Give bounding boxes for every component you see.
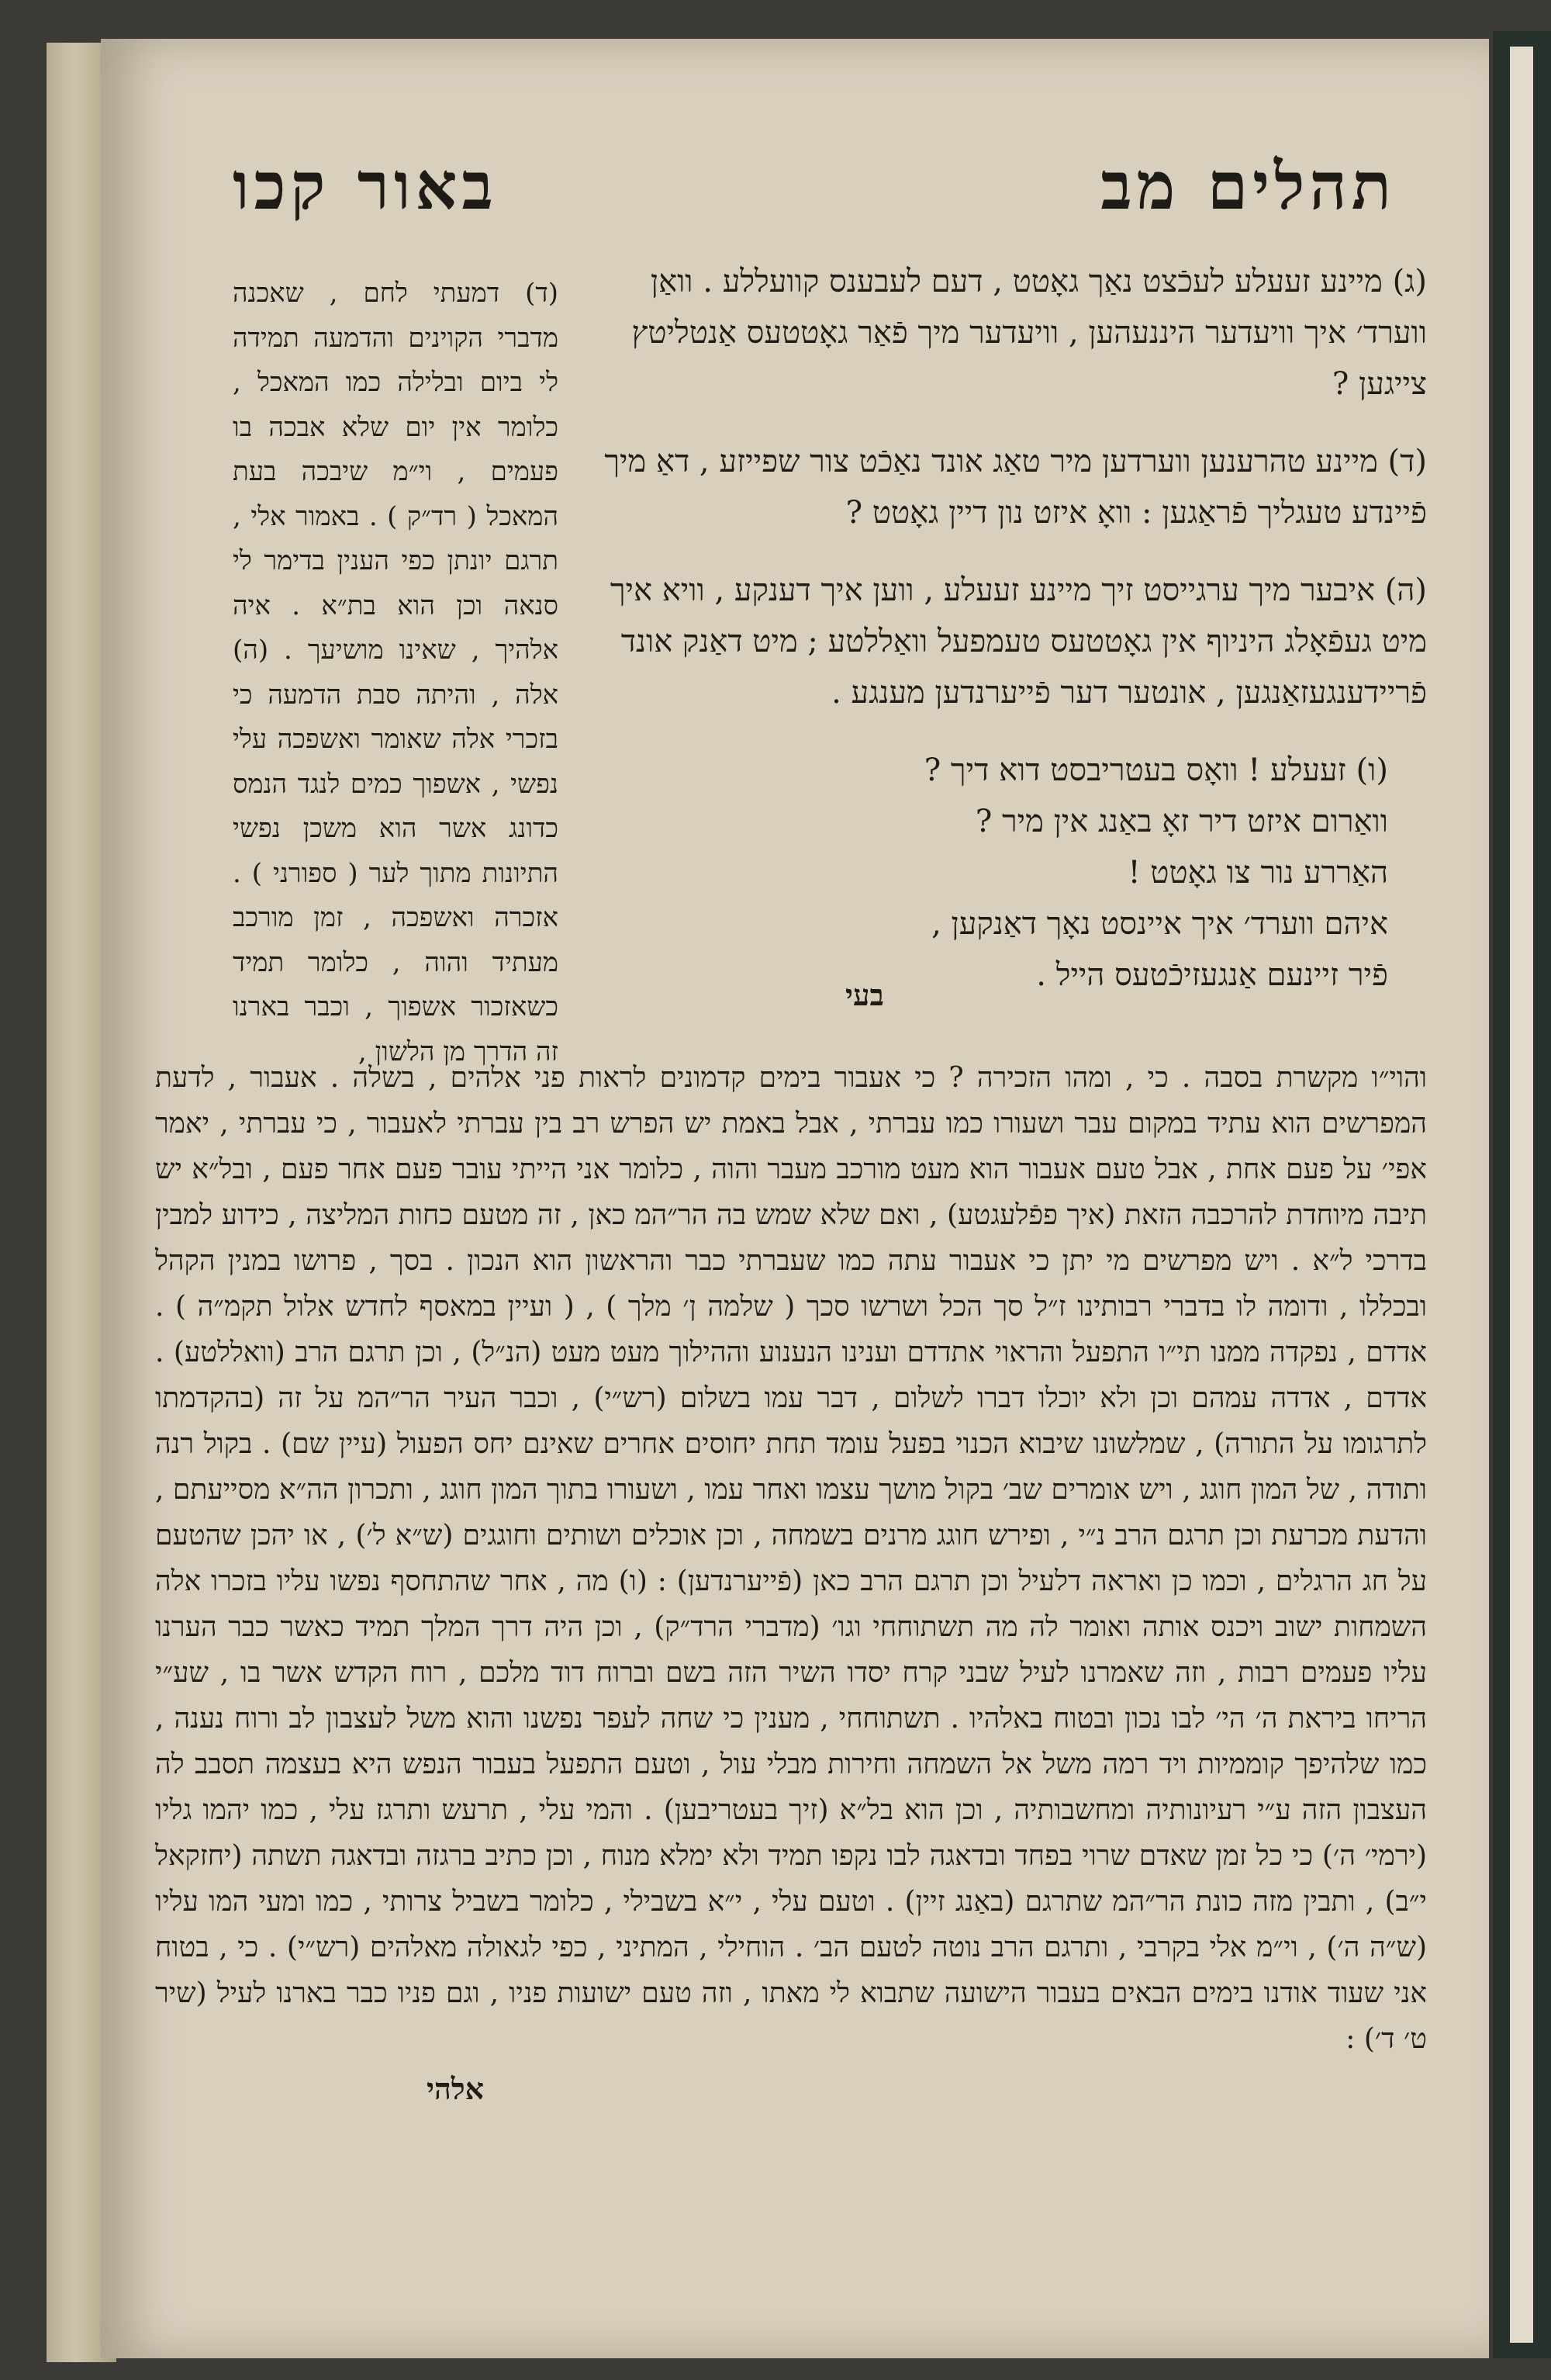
facing-page-strip — [1493, 31, 1551, 2358]
verse-6-line: איהם ווערד׳ איך איינסט נאָך דאַנקען , — [931, 906, 1388, 942]
verse-4: (ד) מיינע טהרענען ווערדען מיר טאַג אונד נאַכֿט צור שפייזע , דאַ מיך פֿיינדע טעגליך פֿראַגען : וואָ איזט נון דיין גאָטט ? — [604, 444, 1427, 531]
verse-6 — [574, 745, 1427, 1001]
verse-3: (ג) מיינע זעעלע לעכֿצט נאַך גאָטט , דעם לעבענס קוועללע . וואַן ווערד׳ איך וויעדער היננעהען , וויעדער מיך פֿאַר גאָטטעס אַנטליטץ צייגען ? — [631, 264, 1427, 402]
verse-6-line: האַררע נור צו גאָטט ! — [1128, 855, 1388, 891]
commentary-lower-block: והוי״ו מקשרת בסבה . כי , ומהו הזכירה ? כי אעבור בימים קדמונים לראות פני אלהים , בשלה . אעבור , לדעת המפרשים הוא עתיד במקום עבר ושעורו כמו עברתי , אבל באמת יש הפרש רב בין עברתי לאעבור , כי עברתי , יאמר אפי׳ על פעם אחת , אבל טעם אעבור הוא מעט מורכב מעבר והוה , כלומר אני הייתי עובר פעם אחר פעם , ובל״א יש תיבה מיוחדת להרכבה הזאת (איך פפֿלעגטע) , ואם שלא שמש בה הר״המ כאן , זה מטעם כחות המליצה , כידוע למבין בדרכי ל״א . ויש מפרשים מי יתן כי אעבור עתה כמו שעברתי כבר והראשון הוא הנכון . בסך , פרושו במנין הקהל ובכללו , ודומה לו בדברי רבותינו ז״ל סך הכל ושרשו סכך ( שלמה ן׳ מלך ) , ( ועיין במאסף לחדש אלול תקמ״ה ) . אדדם , נפקדה ממנו תי״ו התפעל והראוי אתדדם וענינו הנענוע וההילוך מעט מעט (הנ״ל) , וכן תרגם הרב (וואללטע) . אדדם , אדדה עמהם וכן ולא יוכלו דברו לשלום , דבר עמו בשלום (רש״י) , וכבר העיר הר״המ על זה (בהקדמתו לתרגומו על התורה) , שמלשונו שיבוא הכנוי בפעל עומד תחת יחוסים אחרים שאינם יחס הפעול (עיין שם) . בקול רנה ותודה , של המון חוגג , ויש אומרים שב׳ בקול מושך עצמו ואחר עמו , ושעורו בתוך המון חוגג , ותכרון הה״א מסייעתם , והדעת מכרעת וכן תרגם הרב נ״י , ופירש חוגג מרנים בשמחה , וכן אוכלים ושותים וחוגגים (ש״א ל׳) , או יהכן שהטעם על חג הרגלים , וכמו כן ואראה דלעיל וכן תרגם הרב כאן (פֿייערנדען) : (ו) מה , אחר שהתחסף נפשו עליו בזכרו אלה השמחות ישוב ויכנס אותה ואומר לה מה תשתוחחי וגו׳ (מדברי הרד״ק) , וכן היה דרך המלך תמיד כאשר כבר הערנו עליו פעמים רבות , וזה שאמרנו לעיל שבני קרח יסדו השיר הזה בשם וברוח דוד מלכם , רוח הקדש אשר בו , שע״י הריחו ביראת ה׳ הי׳ לבו נכון ובטוח באלהיו . תשתוחחי , מענין כי שחה לעפר נפשנו והוא משל לעצבון לב ורוח נענה , כמו שלהיפך קוממיות ויד רמה משל אל השמחה וחירות מבלי עול , וטעם התפעל בעבור הנפש היא בעצמה תסבב לה העצבון הזה ע״י רעיונותיה ומחשבותיה , וכן הוא בל״א (זיך בעטריבען) . והמי עלי , תרעש ותרגז עלי , כמו יהמו גליו (ירמי׳ ה׳) כי כל זמן שאדם שרוי בפחד ובדאגה לבו נקפו תמיד ולא ימלא מנוח , וכן כתיב ברגזה ובדאגה תשתה (יחזקאל י״ב) , ותבין מזה כונת הר״המ שתרגם (באַנג זיין) . וטעם עלי , י״א בשבילי , כלומר בשביל צרותי , כמו ומעי המו עליו (ש״ה ה׳) , וי״מ אלי בקרבי , ותרגם הרב נוטה לטעם הב׳ . הוחילי , המתיני , כפי לגאולה מאלהים (רש״י) . כי , בטוח אני שעוד אודנו בימים הבאים בעבור הישועה שתבוא לי מאתו , וזה טעם ישועות פניו , וגם פניו כבר בארנו לעיל (שיר ט׳ ד׳) : — [155, 1062, 1427, 2055]
yiddish-translation-column — [574, 256, 1427, 1001]
catchword-bottom: אלהי — [427, 2071, 484, 2106]
verse-5: (ה) איבער מיך ערגייסט זיך מיינע זעעלע , ווען איך דענקע , וויא איך מיט געפֿאָלג היניוף אין גאָטטעס טעמפעל וואַללטע ; מיט דאַנק אונד פֿריידענגעזאַנגען , אונטער דער פֿייערנדען מענגע . — [610, 573, 1427, 711]
verse-6-line: וואַרום איזט דיר זאָ באַנג אין מיר ? — [975, 804, 1388, 839]
running-head-commentary: באור קכו — [233, 147, 498, 224]
facing-page-sliver — [1510, 47, 1533, 2343]
commentary-side-column: (ד) דמעתי לחם , שאכנה מדברי הקוינים והדמעה תמידה לי ביום ובלילה כמו המאכל , כלומר אין יום שלא אבכה בו פעמים , וי״מ שיבכה בעת המאכל ( רד״ק ) . באמור אלי , תרגם יונתן כפי הענין בדימר לי סנאה וכן הוא בת״א . איה אלהיך , שאינו מושיעך . (ה) אלה , והיתה סבת הדמעה כי בזכרי אלה שאומר ואשפכה עלי נפשי , אשפוך כמים לנגד הנמס כדונג אשר הוא משכן נפשי התיונות מתוך לער ( ספורני ) . אזכרה ואשפכה , זמן מורכב מעתיד והוה , כלומר תמיד כשאזכור אשפוך , וכבר בארנו זה הדרך מן הלשון , — [233, 278, 558, 1067]
verse-6-line: פֿיר זיינעם אַנגעזיכֿטעס הייל . — [1036, 957, 1388, 993]
catchword-top: בעי — [845, 977, 884, 1012]
book-page — [101, 39, 1489, 2358]
verse-6-line: (ו) זעעלע ! וואָס בעטריבסט דוא דיך ? — [924, 752, 1388, 788]
running-head-psalm: תהלים מב — [1100, 147, 1396, 224]
